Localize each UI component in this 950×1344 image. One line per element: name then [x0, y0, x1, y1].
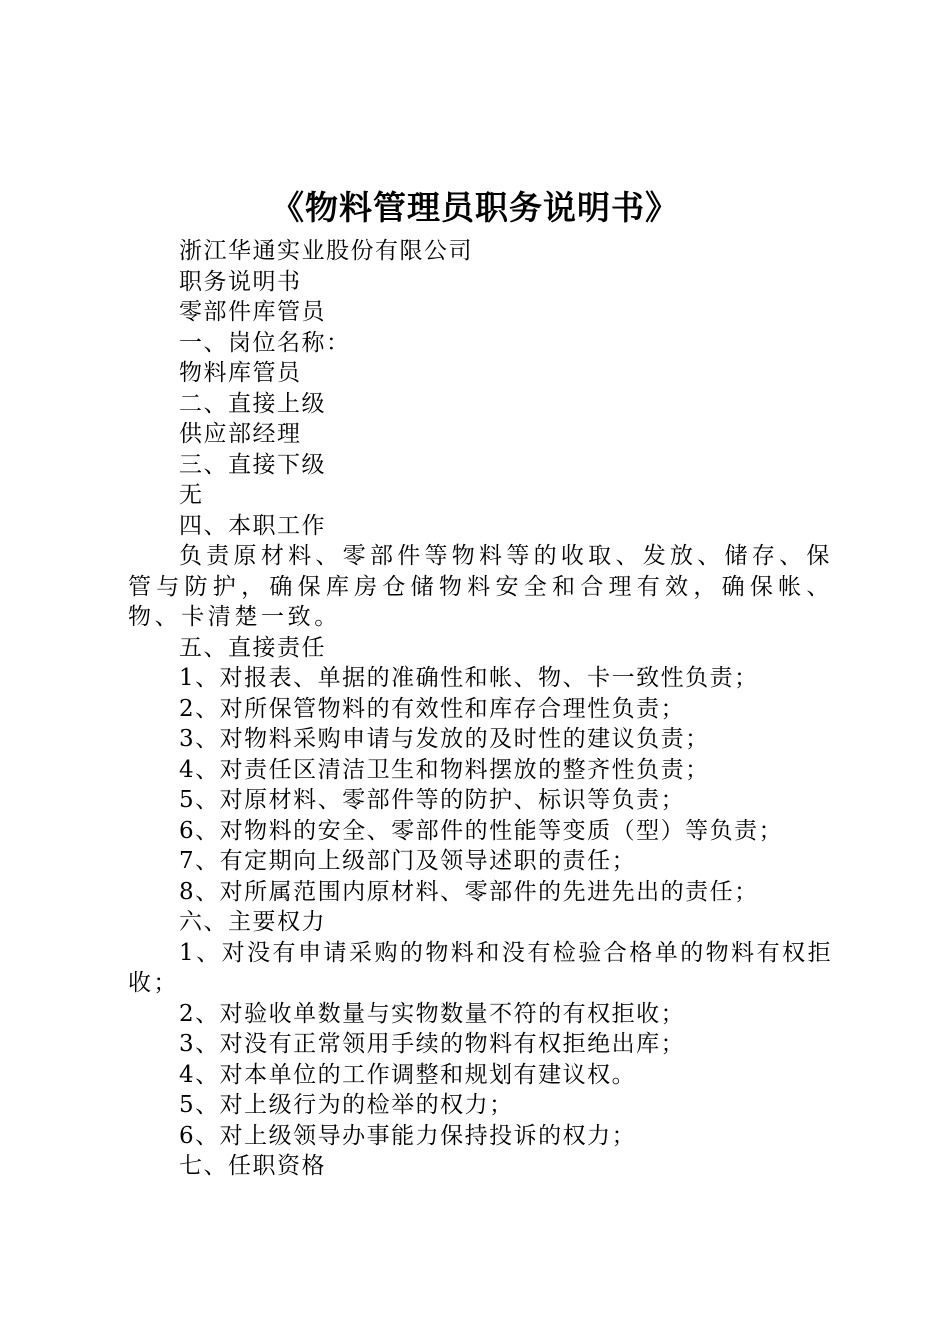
responsibility-item: 8、对所属范围内原材料、零部件的先进先出的责任； [179, 878, 759, 905]
doc-type-line: 职务说明书 [179, 268, 302, 295]
power-item: 4、对本单位的工作调整和规划有建议权。 [179, 1061, 637, 1088]
responsibility-item: 5、对原材料、零部件等的防护、标识等负责； [179, 787, 686, 813]
company-name: 浙江华通实业股份有限公司 [179, 238, 473, 264]
section-2-heading: 二、直接上级 [179, 390, 326, 417]
position-line: 零部件库管员 [179, 299, 326, 325]
responsibility-item: 4、对责任区清洁卫生和物料摆放的整齐性负责； [179, 756, 710, 783]
section-2-value: 供应部经理 [179, 421, 302, 447]
responsibility-item: 3、对物料采购申请与发放的及时性的建议负责； [179, 726, 710, 752]
section-3-value: 无 [179, 482, 204, 508]
responsibility-item: 2、对所保管物料的有效性和库存合理性负责； [179, 695, 686, 722]
power-item: 2、对验收单数量与实物数量不符的有权拒收； [179, 1000, 686, 1027]
document-title: 《物料管理员职务说明书》 [271, 188, 679, 227]
duty-paragraph: 负责原材料、零部件等物料等的收取、发放、储存、保管与防护，确保库房仓储物料安全和合理有效，确保帐、物、卡清楚一致。 [128, 543, 833, 630]
power-item: 1、对没有申请采购的物料和没有检验合格单的物料有权拒收； [128, 939, 833, 996]
power-item: 3、对没有正常领用手续的物料有权拒绝出库； [179, 1031, 686, 1057]
section-4-heading: 四、本职工作 [179, 512, 326, 539]
section-1-heading: 一、岗位名称： [179, 329, 351, 356]
power-item: 5、对上级行为的检举的权力； [179, 1092, 514, 1118]
section-5-heading: 五、直接责任 [179, 634, 326, 661]
power-item: 6、对上级领导办事能力保持投诉的权力； [179, 1122, 637, 1149]
section-1-value: 物料库管员 [179, 360, 302, 386]
section-7-heading: 七、任职资格 [179, 1153, 326, 1179]
section-6-heading: 六、主要权力 [179, 909, 326, 935]
document-body [128, 236, 833, 1182]
responsibility-item: 7、有定期向上级部门及领导述职的责任； [179, 848, 637, 874]
responsibility-item: 1、对报表、单据的准确性和帐、物、卡一致性负责； [179, 665, 759, 691]
section-3-heading: 三、直接下级 [179, 451, 326, 478]
responsibility-item: 6、对物料的安全、零部件的性能等变质（型）等负责； [179, 817, 784, 844]
